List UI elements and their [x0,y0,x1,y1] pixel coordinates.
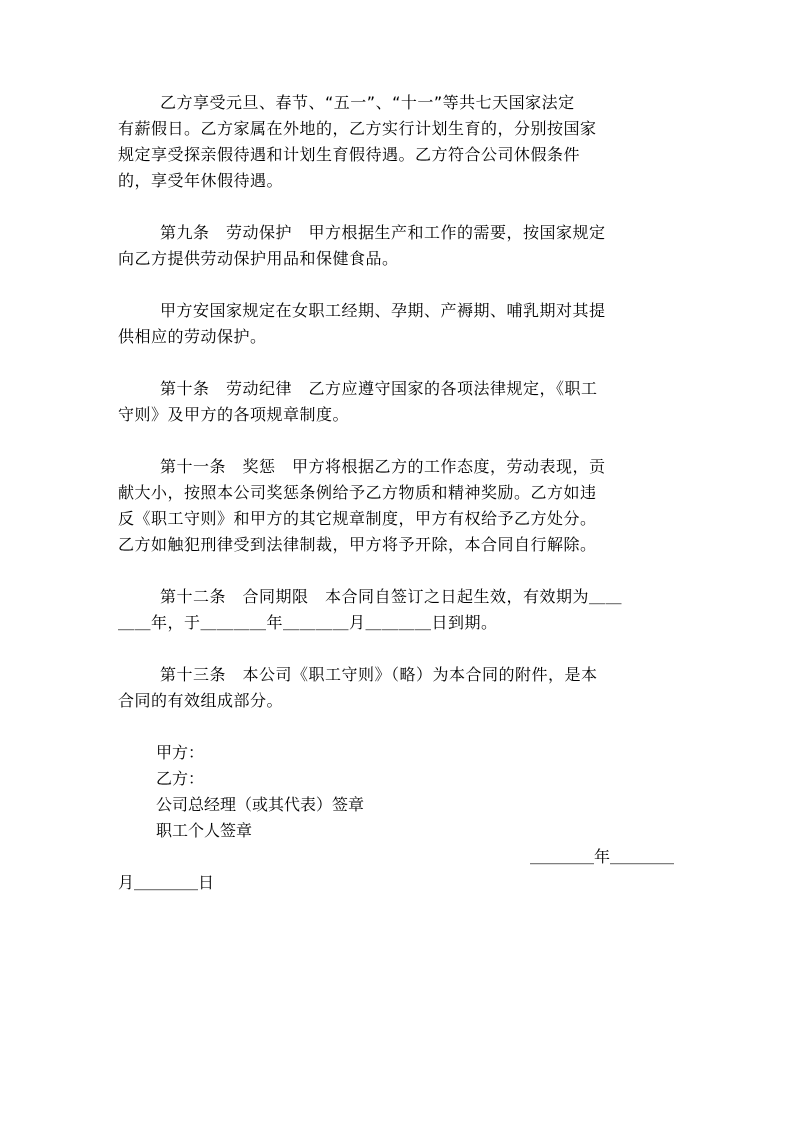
paragraph-article-12 [118,584,674,636]
text-line: 献大小，按照本公司奖惩条例给予乙方物质和精神奖励。乙方如违 [118,483,597,502]
manager-signature-label: 公司总经理（或其代表）签章 [156,795,365,814]
text-line: ＿＿年，于＿＿＿＿年＿＿＿＿月＿＿＿＿日到期。 [118,613,498,632]
text-line: 有薪假日。乙方家属在外地的，乙方实行计划生育的，分别按国家 [118,119,597,138]
text-line: 的，享受年休假待遇。 [118,171,284,190]
paragraph-article-13 [118,662,674,714]
text-line: 反《职工守则》和甲方的其它规章制度，甲方有权给予乙方处分。 [118,509,597,528]
text-line: 规定享受探亲假待遇和计划生育假待遇。乙方符合公司休假条件 [118,145,581,164]
text-line: 乙方如触犯刑律受到法律制裁，甲方将予开除，本合同自行解除。 [118,535,597,554]
text-line: 守则》及甲方的各项规章制度。 [118,405,350,424]
text-line: 甲方安国家规定在女职工经期、孕期、产褥期、哺乳期对其提 [160,301,606,320]
text-line: 第十三条 本公司《职工守则》（略）为本合同的附件，是本 [160,665,598,684]
paragraph-article-11 [118,454,674,558]
text-line: 第十条 劳动纪律 乙方应遵守国家的各项法律规定，《职工 [160,379,598,398]
date-month-day-line: 月＿＿＿＿日 [118,873,215,892]
paragraph-holiday [118,90,674,194]
party-a-label: 甲方： [156,743,205,762]
paragraph-article-10 [118,376,674,428]
text-line: 合同的有效组成部分。 [118,691,284,710]
signature-block [118,740,674,844]
text-line: 供相应的劳动保护。 [118,327,267,346]
date-block [118,844,674,896]
party-b-label: 乙方： [156,769,205,788]
paragraph-article-9 [118,220,674,272]
text-line: 第十二条 合同期限 本合同自签订之日起生效，有效期为＿＿ [160,587,623,606]
employee-signature-label: 职工个人签章 [156,821,253,840]
paragraph-female-protection [118,298,674,350]
text-line: 乙方享受元旦、春节、“五一”、“十一”等共七天国家法定 [160,93,575,112]
contract-page [118,90,674,896]
date-year-line: ＿＿＿＿年＿＿＿＿ [529,847,674,866]
text-line: 向乙方提供劳动保护用品和保健食品。 [118,249,399,268]
text-line: 第十一条 奖惩 甲方将根据乙方的工作态度，劳动表现，贡 [160,457,606,476]
text-line: 第九条 劳动保护 甲方根据生产和工作的需要，按国家规定 [160,223,606,242]
